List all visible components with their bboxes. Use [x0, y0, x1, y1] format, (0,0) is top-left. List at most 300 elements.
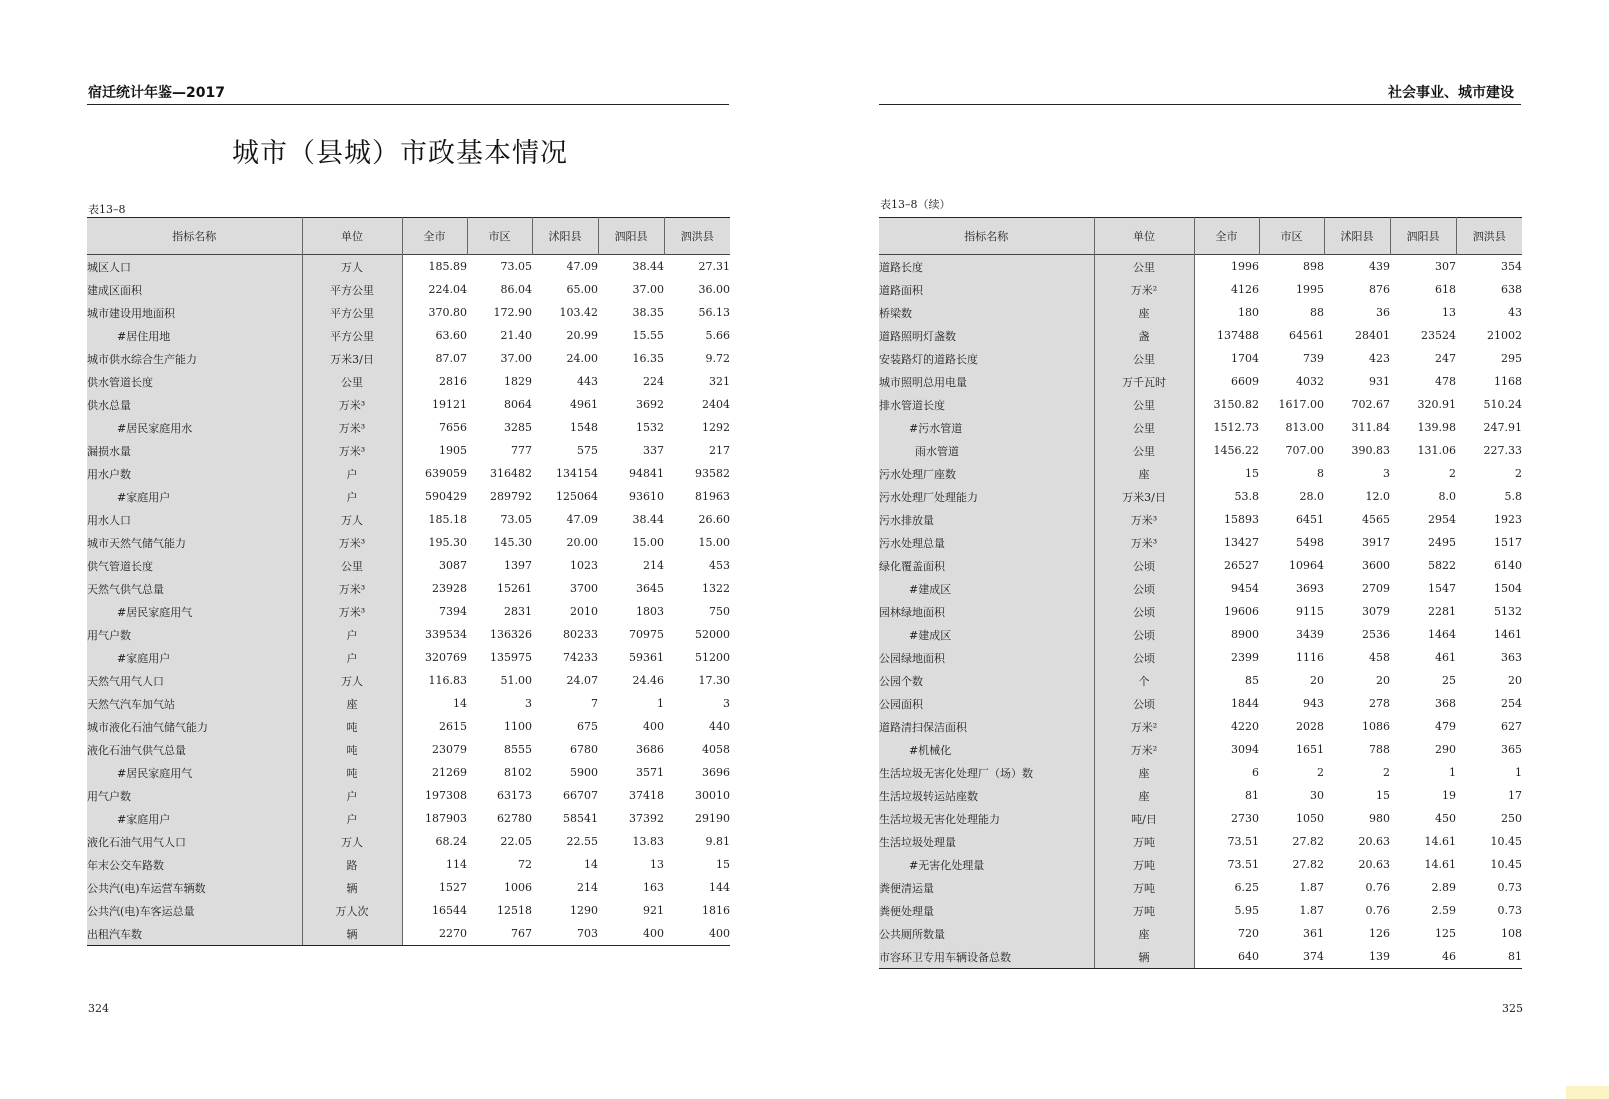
- value-cell: 1651: [1296, 743, 1324, 756]
- unit-cell: 辆: [1094, 945, 1194, 969]
- value-cell: 14.61: [1424, 858, 1456, 871]
- value-cell: 3600: [1362, 559, 1390, 572]
- value-cell: 125064: [556, 490, 598, 503]
- scan-corner-mark: [1566, 1086, 1609, 1099]
- value-cell: 1168: [1494, 375, 1522, 388]
- value-cell: 15.55: [632, 329, 664, 342]
- unit-cell: 万人次: [302, 899, 402, 922]
- value-cell: 1527: [439, 881, 467, 894]
- value-cell: 478: [1435, 375, 1456, 388]
- value-cell: 14: [584, 858, 598, 871]
- value-cell: 1547: [1428, 582, 1456, 595]
- column-header: 沭阳县: [1324, 218, 1390, 255]
- value-cell: 26.60: [698, 513, 730, 526]
- value-cell: 24.00: [566, 352, 598, 365]
- value-cell: 116.83: [428, 674, 467, 687]
- value-cell: 2536: [1362, 628, 1390, 641]
- table-row: [87, 692, 730, 715]
- indicator-name: 供水总量: [87, 393, 302, 416]
- value-cell: 8900: [1231, 628, 1259, 641]
- value-cell: 739: [1303, 352, 1324, 365]
- table-row: [87, 416, 730, 439]
- table-row: [879, 715, 1522, 738]
- value-cell: 139.98: [1417, 421, 1456, 434]
- table-header-row: [87, 218, 730, 255]
- value-cell: 750: [709, 605, 730, 618]
- value-cell: 8555: [504, 743, 532, 756]
- column-header: 泗洪县: [664, 218, 730, 255]
- value-cell: 4220: [1231, 720, 1259, 733]
- unit-cell: 辆: [302, 922, 402, 946]
- value-cell: 27.82: [1292, 835, 1324, 848]
- value-cell: 2.59: [1431, 904, 1456, 917]
- indicator-name: 建成区面积: [87, 278, 302, 301]
- value-cell: 65.00: [566, 283, 598, 296]
- value-cell: 6451: [1296, 513, 1324, 526]
- value-cell: 1050: [1296, 812, 1324, 825]
- value-cell: 898: [1303, 260, 1324, 273]
- value-cell: 163: [643, 881, 664, 894]
- value-cell: 5900: [570, 766, 598, 779]
- value-cell: 1995: [1296, 283, 1324, 296]
- unit-cell: 公顷: [1094, 577, 1194, 600]
- table-row: [879, 347, 1522, 370]
- unit-cell: 万米³: [302, 416, 402, 439]
- value-cell: 247.91: [1483, 421, 1522, 434]
- value-cell: 3: [723, 697, 730, 710]
- value-cell: 86.04: [500, 283, 532, 296]
- value-cell: 21269: [432, 766, 467, 779]
- indicator-name: 市容环卫专用车辆设备总数: [879, 945, 1094, 969]
- unit-cell: 座: [1094, 922, 1194, 945]
- value-cell: 93610: [629, 490, 664, 503]
- value-cell: 185.89: [428, 260, 467, 273]
- value-cell: 4126: [1231, 283, 1259, 296]
- value-cell: 28401: [1355, 329, 1390, 342]
- indicator-name: 年末公交车路数: [87, 853, 302, 876]
- unit-cell: 万米3/日: [1094, 485, 1194, 508]
- value-cell: 195.30: [428, 536, 467, 549]
- value-cell: 28.0: [1299, 490, 1324, 503]
- value-cell: 23524: [1421, 329, 1456, 342]
- indicator-name: 公共汽(电)车运营车辆数: [87, 876, 302, 899]
- indicator-name: 用气户数: [87, 623, 302, 646]
- value-cell: 675: [577, 720, 598, 733]
- indicator-name: 雨水管道: [879, 439, 1094, 462]
- value-cell: 73.51: [1227, 858, 1259, 871]
- value-cell: 1704: [1231, 352, 1259, 365]
- value-cell: 290: [1435, 743, 1456, 756]
- value-cell: 316482: [490, 467, 532, 480]
- column-header: 单位: [1094, 218, 1194, 255]
- value-cell: 180: [1238, 306, 1259, 319]
- value-cell: 1844: [1231, 697, 1259, 710]
- unit-cell: 万米²: [1094, 278, 1194, 301]
- value-cell: 38.44: [632, 513, 664, 526]
- indicator-name: 生活垃圾转运站座数: [879, 784, 1094, 807]
- value-cell: 400: [664, 922, 730, 946]
- value-cell: 3079: [1362, 605, 1390, 618]
- value-cell: 25: [1442, 674, 1456, 687]
- value-cell: 627: [1501, 720, 1522, 733]
- value-cell: 27.31: [698, 260, 730, 273]
- indicator-name: #建成区: [879, 577, 1094, 600]
- value-cell: 13: [1442, 306, 1456, 319]
- value-cell: 400: [643, 720, 664, 733]
- value-cell: 368: [1435, 697, 1456, 710]
- table-row: [879, 623, 1522, 646]
- indicator-name: 出租汽车数: [87, 922, 302, 946]
- value-cell: 73.05: [500, 260, 532, 273]
- indicator-name: 用水人口: [87, 508, 302, 531]
- value-cell: 295: [1501, 352, 1522, 365]
- value-cell: 37418: [629, 789, 664, 802]
- value-cell: 440: [709, 720, 730, 733]
- value-cell: 439: [1369, 260, 1390, 273]
- value-cell: 788: [1369, 743, 1390, 756]
- table-row: [87, 784, 730, 807]
- indicator-name: 供水管道长度: [87, 370, 302, 393]
- unit-cell: 户: [302, 646, 402, 669]
- indicator-name: #污水管道: [879, 416, 1094, 439]
- value-cell: 224: [643, 375, 664, 388]
- value-cell: 3094: [1231, 743, 1259, 756]
- value-cell: 19: [1442, 789, 1456, 802]
- value-cell: 1816: [702, 904, 730, 917]
- value-cell: 2281: [1428, 605, 1456, 618]
- value-cell: 777: [511, 444, 532, 457]
- value-cell: 134154: [556, 467, 598, 480]
- unit-cell: 座: [302, 692, 402, 715]
- unit-cell: 户: [302, 623, 402, 646]
- indicator-name: 生活垃圾处理量: [879, 830, 1094, 853]
- value-cell: 27.82: [1292, 858, 1324, 871]
- value-cell: 17: [1508, 789, 1522, 802]
- table-row: [879, 669, 1522, 692]
- value-cell: 423: [1369, 352, 1390, 365]
- value-cell: 374: [1259, 945, 1324, 969]
- value-cell: 6780: [570, 743, 598, 756]
- indicator-name: 道路照明灯盏数: [879, 324, 1094, 347]
- indicator-name: 道路面积: [879, 278, 1094, 301]
- value-cell: 214: [643, 559, 664, 572]
- value-cell: 7394: [439, 605, 467, 618]
- left-header-rule: [87, 104, 729, 105]
- indicator-name: #家庭用户: [87, 807, 302, 830]
- value-cell: 9115: [1296, 605, 1324, 618]
- indicator-name: #无害化处理量: [879, 853, 1094, 876]
- value-cell: 0.76: [1365, 881, 1390, 894]
- value-cell: 14.61: [1424, 835, 1456, 848]
- unit-cell: 座: [1094, 301, 1194, 324]
- value-cell: 8102: [504, 766, 532, 779]
- indicator-name: #居民家庭用水: [87, 416, 302, 439]
- value-cell: 1461: [1494, 628, 1522, 641]
- indicator-name: 城市液化石油气储气能力: [87, 715, 302, 738]
- value-cell: 15: [1376, 789, 1390, 802]
- unit-cell: 万米³: [302, 600, 402, 623]
- unit-cell: 平方公里: [302, 324, 402, 347]
- value-cell: 450: [1435, 812, 1456, 825]
- table-row: [879, 301, 1522, 324]
- value-cell: 224.04: [428, 283, 467, 296]
- value-cell: 7656: [439, 421, 467, 434]
- indicator-name: 天然气汽车加气站: [87, 692, 302, 715]
- value-cell: 15: [1245, 467, 1259, 480]
- value-cell: 21.40: [500, 329, 532, 342]
- value-cell: 2028: [1296, 720, 1324, 733]
- value-cell: 47.09: [566, 513, 598, 526]
- value-cell: 575: [577, 444, 598, 457]
- value-cell: 131.06: [1417, 444, 1456, 457]
- table-row: [87, 278, 730, 301]
- indicator-name: 公园面积: [879, 692, 1094, 715]
- value-cell: 22.55: [566, 835, 598, 848]
- unit-cell: 万米²: [1094, 738, 1194, 761]
- indicator-name: 排水管道长度: [879, 393, 1094, 416]
- value-cell: 26527: [1224, 559, 1259, 572]
- value-cell: 3150.82: [1213, 398, 1259, 411]
- unit-cell: 公里: [1094, 416, 1194, 439]
- value-cell: 1512.73: [1213, 421, 1259, 434]
- value-cell: 70975: [629, 628, 664, 641]
- value-cell: 3692: [636, 398, 664, 411]
- table-row: [87, 462, 730, 485]
- value-cell: 8064: [504, 398, 532, 411]
- table-row: [87, 485, 730, 508]
- value-cell: 320.91: [1417, 398, 1456, 411]
- value-cell: 36.00: [698, 283, 730, 296]
- value-cell: 24.46: [632, 674, 664, 687]
- value-cell: 10964: [1289, 559, 1324, 572]
- value-cell: 2399: [1231, 651, 1259, 664]
- table-row: [879, 531, 1522, 554]
- value-cell: 370.80: [428, 306, 467, 319]
- table-row: [879, 324, 1522, 347]
- value-cell: 931: [1369, 375, 1390, 388]
- value-cell: 9454: [1231, 582, 1259, 595]
- value-cell: 3571: [636, 766, 664, 779]
- unit-cell: 路: [302, 853, 402, 876]
- indicator-name: 安装路灯的道路长度: [879, 347, 1094, 370]
- value-cell: 10.45: [1490, 858, 1522, 871]
- table-row: [879, 278, 1522, 301]
- table-row: [879, 462, 1522, 485]
- table-row: [87, 301, 730, 324]
- right-running-header: 社会事业、城市建设: [1388, 85, 1514, 101]
- value-cell: 767: [467, 922, 532, 946]
- value-cell: 3285: [504, 421, 532, 434]
- value-cell: 339534: [425, 628, 467, 641]
- value-cell: 365: [1501, 743, 1522, 756]
- value-cell: 510.24: [1483, 398, 1522, 411]
- indicator-name: 粪便处理量: [879, 899, 1094, 922]
- unit-cell: 平方公里: [302, 278, 402, 301]
- value-cell: 1: [1449, 766, 1456, 779]
- value-cell: 16.35: [632, 352, 664, 365]
- value-cell: 81: [1456, 945, 1522, 969]
- value-cell: 363: [1501, 651, 1522, 664]
- unit-cell: 座: [1094, 761, 1194, 784]
- value-cell: 135975: [490, 651, 532, 664]
- value-cell: 254: [1501, 697, 1522, 710]
- table-row: [879, 255, 1522, 279]
- value-cell: 1322: [702, 582, 730, 595]
- column-header: 泗阳县: [1390, 218, 1456, 255]
- indicator-name: 用气户数: [87, 784, 302, 807]
- value-cell: 2709: [1362, 582, 1390, 595]
- value-cell: 8.0: [1438, 490, 1456, 503]
- unit-cell: 吨/日: [1094, 807, 1194, 830]
- indicator-name: 污水处理厂处理能力: [879, 485, 1094, 508]
- value-cell: 1517: [1494, 536, 1522, 549]
- indicator-name: 公共厕所数量: [879, 922, 1094, 945]
- table-row: [879, 807, 1522, 830]
- indicator-name: 公共汽(电)车客运总量: [87, 899, 302, 922]
- table-row: [879, 922, 1522, 945]
- table-row: [879, 416, 1522, 439]
- value-cell: 63.60: [435, 329, 467, 342]
- value-cell: 3: [1383, 467, 1390, 480]
- unit-cell: 户: [302, 784, 402, 807]
- value-cell: 1100: [504, 720, 532, 733]
- value-cell: 20: [1310, 674, 1324, 687]
- value-cell: 390.83: [1351, 444, 1390, 457]
- value-cell: 53.8: [1234, 490, 1259, 503]
- value-cell: 250: [1501, 812, 1522, 825]
- value-cell: 73.05: [500, 513, 532, 526]
- left-table-number: 表13–8: [88, 203, 126, 216]
- indicator-name: 天然气供气总量: [87, 577, 302, 600]
- value-cell: 1397: [504, 559, 532, 572]
- value-cell: 943: [1303, 697, 1324, 710]
- table-row: [879, 554, 1522, 577]
- value-cell: 443: [577, 375, 598, 388]
- unit-cell: 万人: [302, 669, 402, 692]
- value-cell: 12.0: [1365, 490, 1390, 503]
- value-cell: 36: [1376, 306, 1390, 319]
- table-row: [87, 255, 730, 279]
- column-header: 全市: [402, 218, 467, 255]
- value-cell: 361: [1303, 927, 1324, 940]
- column-header: 单位: [302, 218, 402, 255]
- value-cell: 15.00: [698, 536, 730, 549]
- value-cell: 64561: [1289, 329, 1324, 342]
- value-cell: 217: [709, 444, 730, 457]
- unit-cell: 公里: [1094, 255, 1194, 279]
- unit-cell: 吨: [302, 761, 402, 784]
- value-cell: 2: [1515, 467, 1522, 480]
- unit-cell: 公里: [1094, 347, 1194, 370]
- value-cell: 80233: [563, 628, 598, 641]
- value-cell: 354: [1501, 260, 1522, 273]
- value-cell: 1617.00: [1278, 398, 1324, 411]
- value-cell: 1.87: [1299, 881, 1324, 894]
- unit-cell: 公里: [302, 554, 402, 577]
- value-cell: 197308: [425, 789, 467, 802]
- value-cell: 37.00: [632, 283, 664, 296]
- value-cell: 458: [1369, 651, 1390, 664]
- value-cell: 289792: [490, 490, 532, 503]
- value-cell: 1532: [636, 421, 664, 434]
- table-row: [87, 715, 730, 738]
- value-cell: 2954: [1428, 513, 1456, 526]
- value-cell: 24.07: [566, 674, 598, 687]
- value-cell: 307: [1435, 260, 1456, 273]
- value-cell: 21002: [1487, 329, 1522, 342]
- value-cell: 125: [1435, 927, 1456, 940]
- indicator-name: 道路长度: [879, 255, 1094, 279]
- indicator-name: #机械化: [879, 738, 1094, 761]
- table-row: [87, 853, 730, 876]
- value-cell: 278: [1369, 697, 1390, 710]
- value-cell: 1290: [570, 904, 598, 917]
- column-header: 指标名称: [879, 218, 1094, 255]
- value-cell: 1086: [1362, 720, 1390, 733]
- unit-cell: 公里: [302, 370, 402, 393]
- value-cell: 707.00: [1285, 444, 1324, 457]
- value-cell: 13: [650, 858, 664, 871]
- left-running-header: 宿迁统计年鉴—2017: [88, 85, 225, 101]
- value-cell: 43: [1508, 306, 1522, 319]
- value-cell: 813.00: [1285, 421, 1324, 434]
- table-row: [879, 876, 1522, 899]
- unit-cell: 万米²: [1094, 715, 1194, 738]
- value-cell: 3696: [702, 766, 730, 779]
- unit-cell: 万米³: [1094, 531, 1194, 554]
- value-cell: 2270: [402, 922, 467, 946]
- value-cell: 137488: [1217, 329, 1259, 342]
- value-cell: 0.73: [1497, 881, 1522, 894]
- right-table-number: 表13–8（续）: [880, 198, 951, 211]
- value-cell: 1456.22: [1213, 444, 1259, 457]
- indicator-name: 桥梁数: [879, 301, 1094, 324]
- table-row: [879, 784, 1522, 807]
- value-cell: 16544: [432, 904, 467, 917]
- column-header: 市区: [467, 218, 532, 255]
- table-row: [879, 646, 1522, 669]
- table-row: [879, 393, 1522, 416]
- value-cell: 13.83: [632, 835, 664, 848]
- unit-cell: 吨: [302, 715, 402, 738]
- value-cell: 453: [709, 559, 730, 572]
- table-row: [879, 439, 1522, 462]
- value-cell: 1023: [570, 559, 598, 572]
- unit-cell: 万千瓦时: [1094, 370, 1194, 393]
- value-cell: 321: [709, 375, 730, 388]
- value-cell: 15: [716, 858, 730, 871]
- value-cell: 1829: [504, 375, 532, 388]
- indicator-name: #家庭用户: [87, 646, 302, 669]
- value-cell: 46: [1390, 945, 1456, 969]
- table-row: [87, 439, 730, 462]
- unit-cell: 公顷: [1094, 623, 1194, 646]
- left-data-table: [87, 217, 730, 946]
- value-cell: 980: [1369, 812, 1390, 825]
- column-header: 泗洪县: [1456, 218, 1522, 255]
- value-cell: 72: [518, 858, 532, 871]
- unit-cell: 户: [302, 485, 402, 508]
- table-row: [87, 554, 730, 577]
- value-cell: 15261: [497, 582, 532, 595]
- value-cell: 1905: [439, 444, 467, 457]
- value-cell: 68.24: [435, 835, 467, 848]
- table-row: [87, 830, 730, 853]
- value-cell: 8: [1317, 467, 1324, 480]
- value-cell: 1.87: [1299, 904, 1324, 917]
- value-cell: 47.09: [566, 260, 598, 273]
- unit-cell: 个: [1094, 669, 1194, 692]
